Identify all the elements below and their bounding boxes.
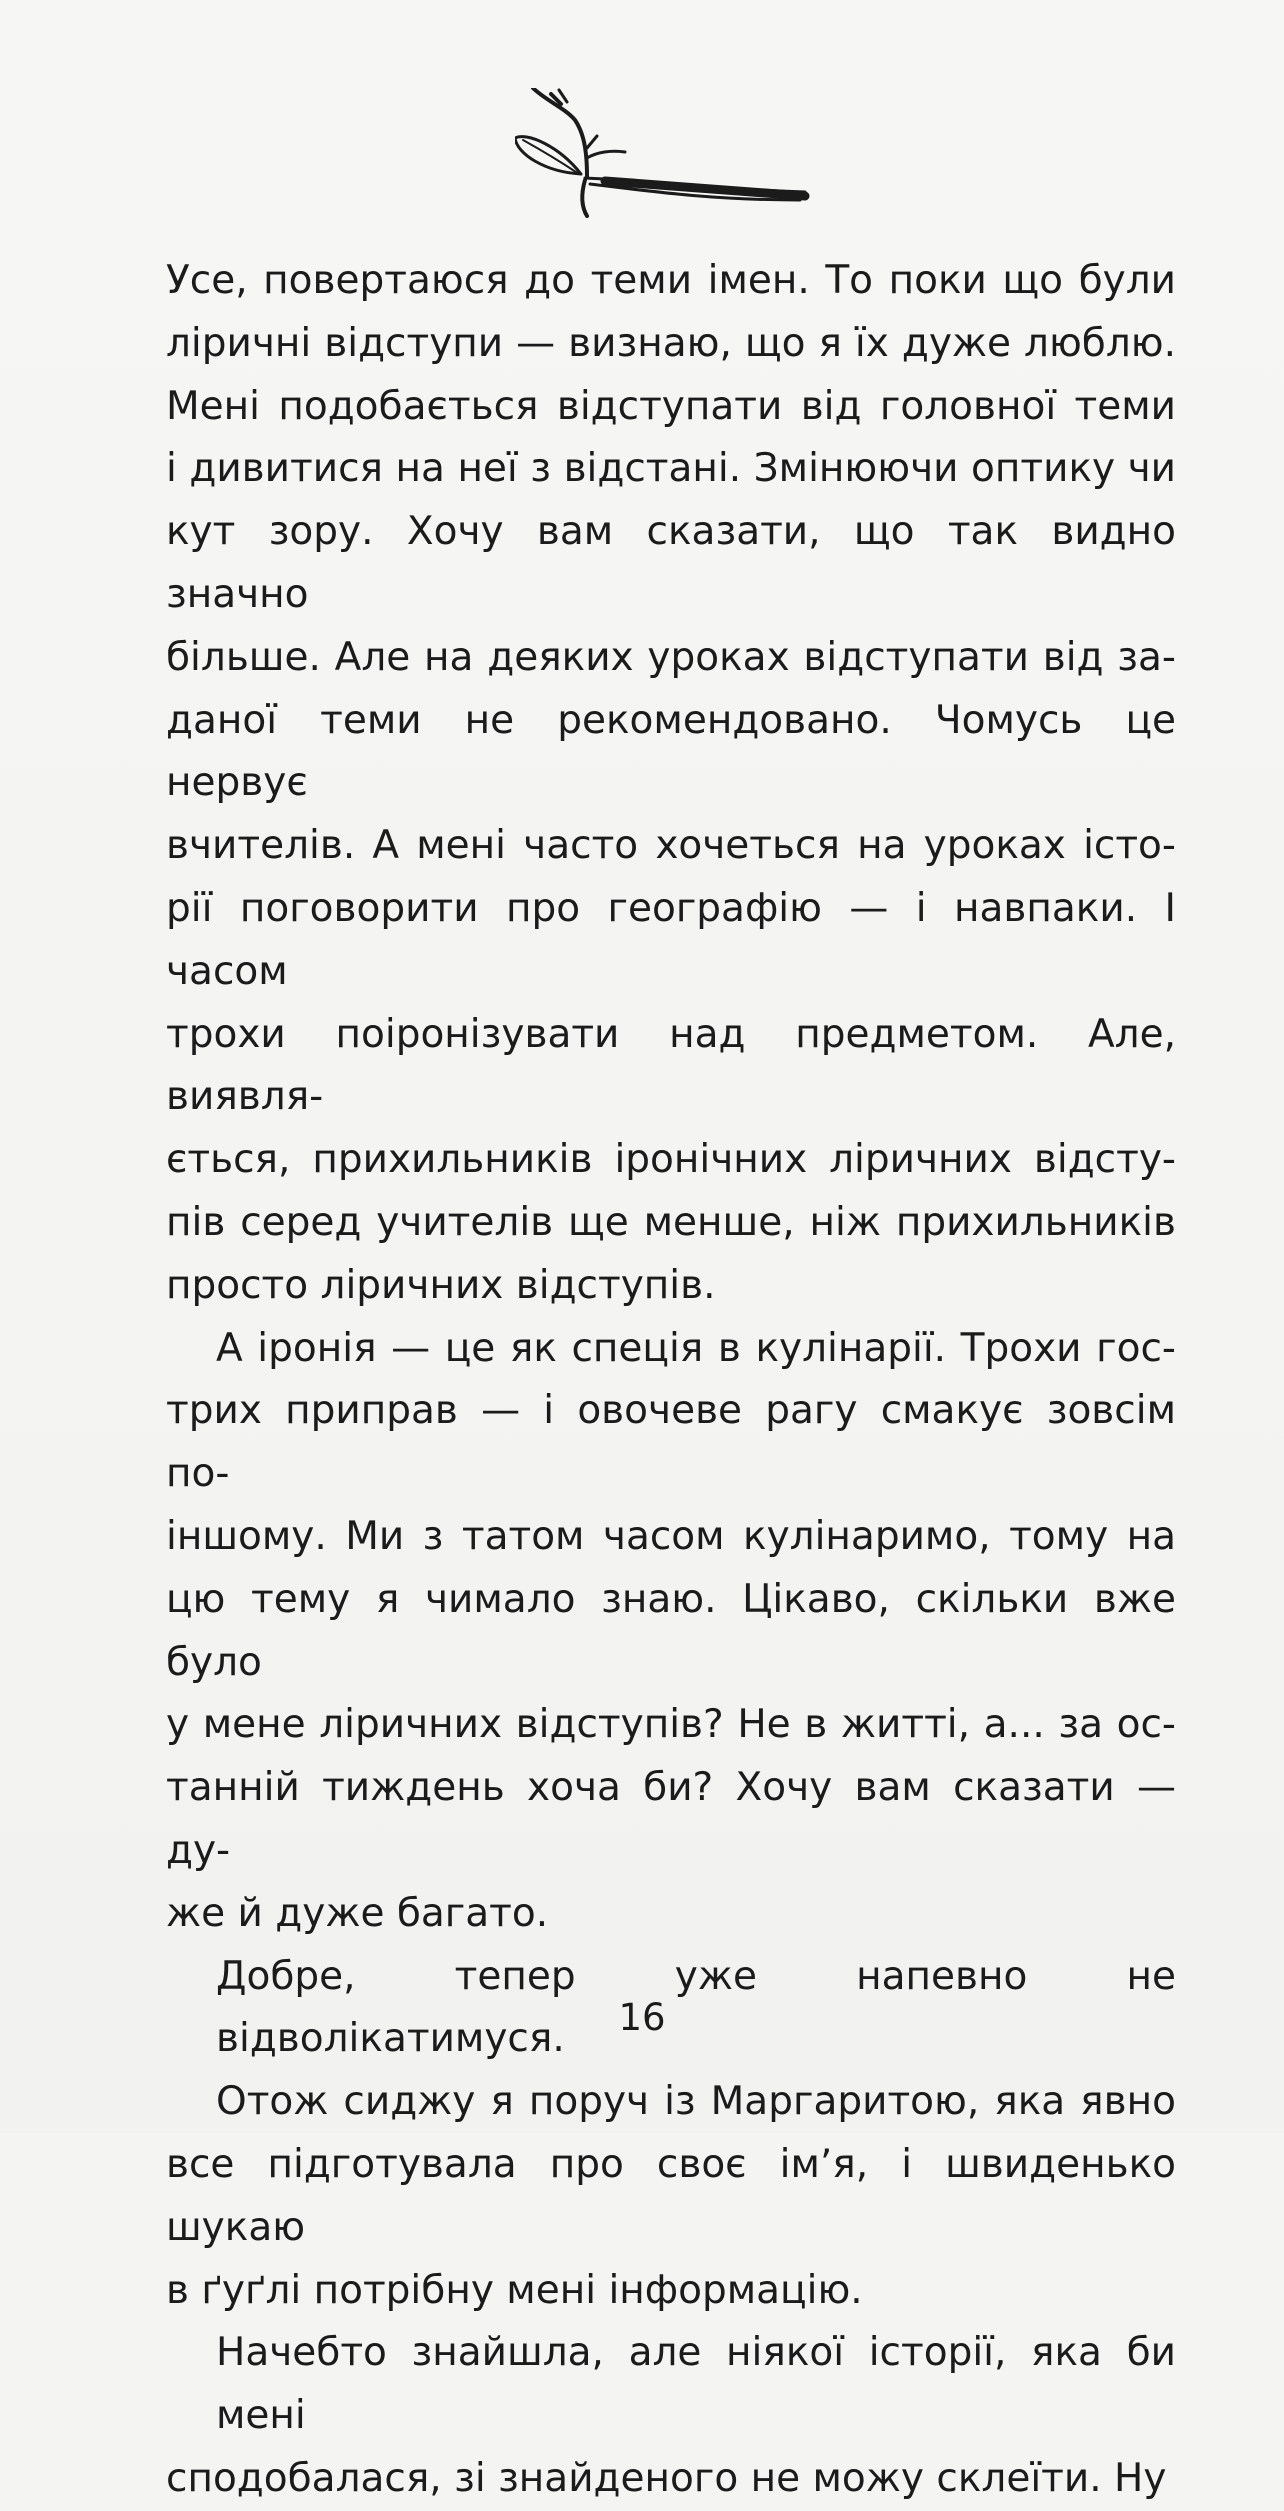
text-line: А іронія — це як спеція в кулінарії. Трохи гос-	[216, 1325, 1176, 1371]
text-line: і дивитися на неї з відстані. Змінюючи оптику чи	[166, 446, 1176, 492]
text-line: в ґуґлі потрібну мені інформацію.	[166, 2267, 863, 2313]
text-line: вчителів. А мені часто хочеться на уроках істо-	[166, 823, 1176, 869]
text-line: ється, прихильників іронічних ліричних відсту-	[166, 1137, 1176, 1183]
twig-with-leaf-icon	[515, 88, 815, 228]
text-line: Усе, повертаюся до теми імен. То поки що були	[166, 258, 1176, 303]
text-line: трохи поіронізувати над предметом. Але, виявля-	[166, 1011, 1176, 1120]
text-line: все підготувала про своє ім’я, і швиденько шукаю	[166, 2141, 1176, 2250]
text-line: же й дуже багато.	[166, 1890, 549, 1936]
body-text	[166, 250, 1176, 2511]
text-line: пів серед учителів ще менше, ніж прихильників	[166, 1199, 1176, 1245]
text-line: просто ліричних відступів.	[166, 1262, 716, 1308]
text-line: сподобалася, зі знайденого не можу склеїти. Ну	[166, 2455, 1167, 2501]
text-line: рії поговорити про географію — і навпаки. І часом	[166, 885, 1176, 994]
text-line: Мені подобається відступати від головної теми	[166, 383, 1176, 429]
text-line: у мене ліричних відступів? Не в житті, а... за ос-	[166, 1702, 1176, 1748]
page-number: 16	[618, 1996, 666, 2039]
text-line: іншому. Ми з татом часом кулінаримо, тому на	[166, 1513, 1176, 1559]
text-line: кут зору. Хочу вам сказати, що так видно значно	[166, 509, 1176, 617]
text-line: ліричні відступи — визнаю, що я їх дуже люблю.	[166, 320, 1176, 366]
text-line: цю тему я чимало знаю. Цікаво, скільки вже було	[166, 1576, 1176, 1685]
text-line: Отож сиджу я поруч із Маргаритою, яка явно	[216, 2079, 1176, 2125]
text-line: Добре, тепер уже напевно не відволікатимуся.	[216, 1953, 1176, 2062]
text-line: більше. Але на деяких уроках відступати від за-	[166, 634, 1176, 680]
text-line: даної теми не рекомендовано. Чомусь це нервує	[166, 697, 1176, 806]
text-line: трих приправ — і овочеве рагу смакує зовсім по-	[166, 1388, 1176, 1497]
text-line: танній тиждень хоча би? Хочу вам сказати — ду-	[166, 1765, 1176, 1873]
text-line: Начебто знайшла, але ніякої історії, яка би мені	[216, 2330, 1176, 2439]
